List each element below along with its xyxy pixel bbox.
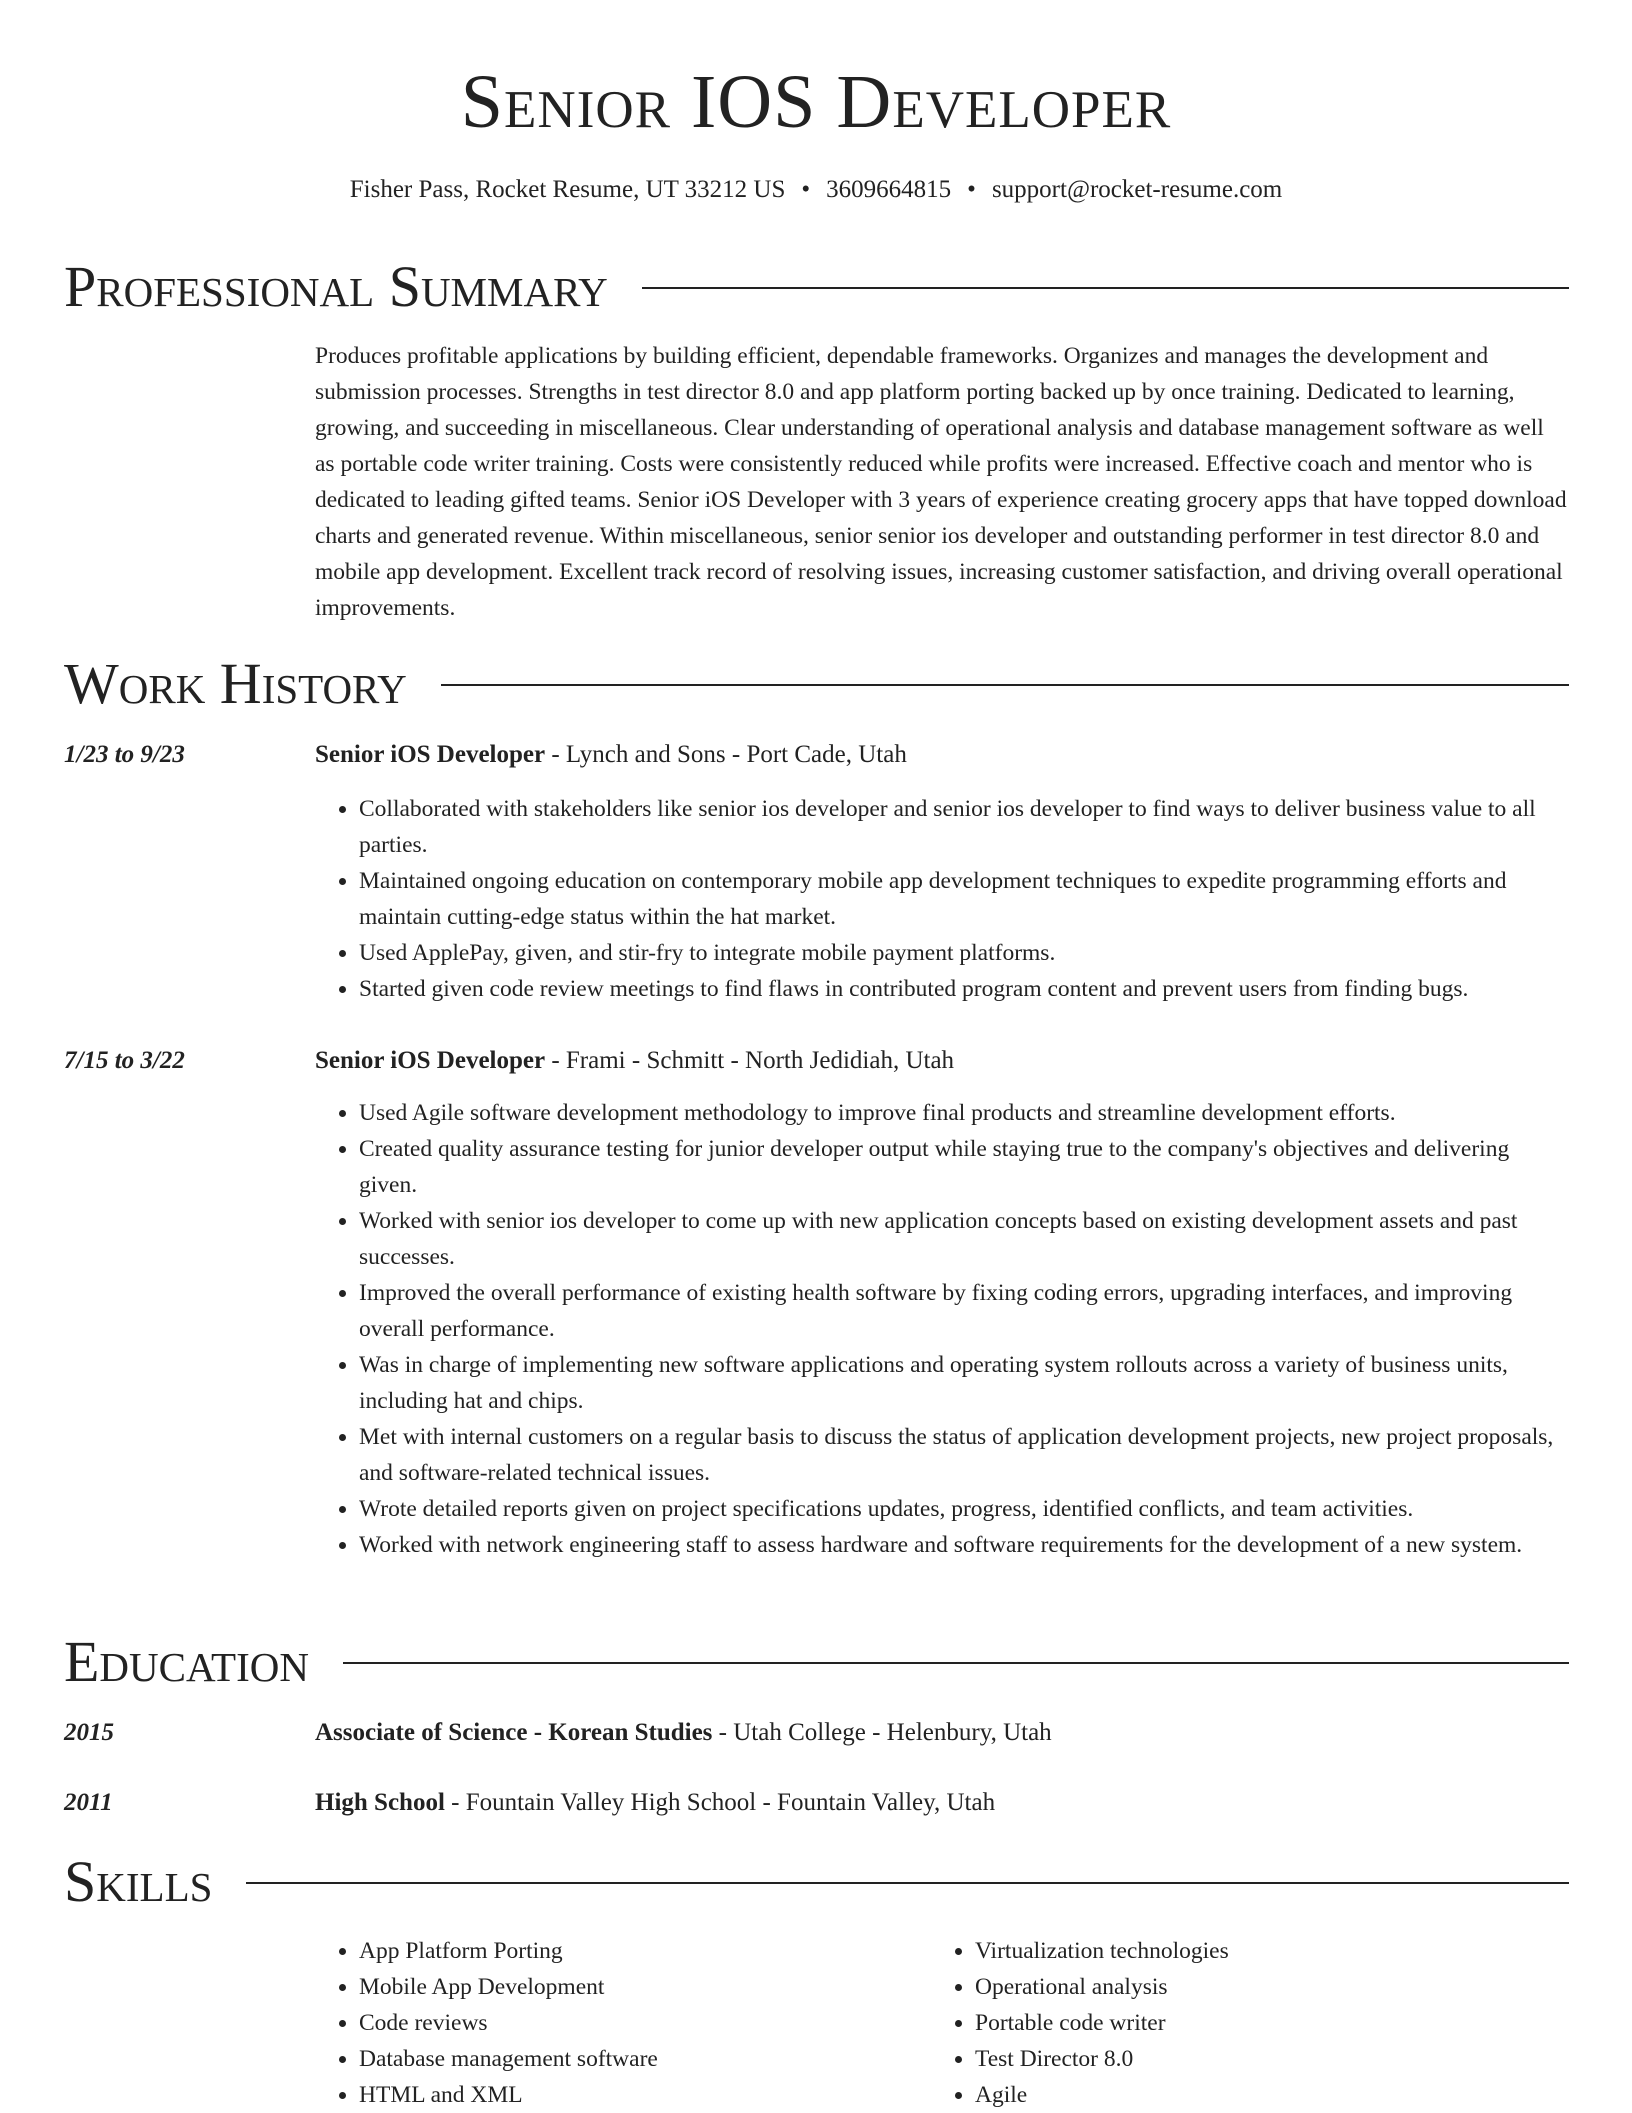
job-bullet: • Was in charge of implementing new software applications and operating system rollouts across a variety of business units, including hat and chips. xyxy=(359,1347,1569,1419)
section-divider xyxy=(441,684,1569,686)
contact-separator: • xyxy=(801,176,811,203)
skills-list-left xyxy=(315,1933,915,2113)
education-degree: High School xyxy=(315,1789,445,1816)
job-title: Senior iOS Developer xyxy=(315,1047,546,1074)
job-dates: 1/23 to 9/23 xyxy=(64,741,185,768)
section-work-title: Work History xyxy=(64,651,407,716)
education-details: - Utah College - Helenbury, Utah xyxy=(712,1719,1052,1746)
education-entry xyxy=(315,1715,1569,1751)
job-title-line xyxy=(315,737,1569,773)
section-summary-title: Professional Summary xyxy=(64,254,608,319)
contact-address: Fisher Pass, Rocket Resume, UT 33212 US xyxy=(349,176,786,203)
job-bullet: • Started given code review meetings to find flaws in contributed program content and prevent users from finding bugs. xyxy=(359,971,1569,1007)
section-divider xyxy=(343,1662,1569,1664)
section-work-header xyxy=(64,651,1569,717)
job-bullet: • Used Agile software development methodology to improve final products and streamline development efforts. xyxy=(359,1095,1569,1131)
job-details: - Frami - Schmitt - North Jedidiah, Utah xyxy=(545,1047,955,1074)
education-degree: Associate of Science - Korean Studies xyxy=(315,1719,713,1746)
skill-item: • Portable code writer xyxy=(975,2005,1531,2041)
contact-phone: 3609664815 xyxy=(826,176,952,203)
resume-name: Senior IOS Developer xyxy=(460,60,1172,144)
job-bullet: • Created quality assurance testing for junior developer output while staying true to the company's objectives and delivering given. xyxy=(359,1131,1569,1203)
skill-item: • HTML and XML xyxy=(359,2077,915,2113)
contact-separator: • xyxy=(967,176,976,203)
section-education-header xyxy=(64,1629,1569,1695)
summary-text: Produces profitable applications by building efficient, dependable frameworks. Organizes and manages the development and submission processes. Strengths in test director 8.0 and app platform porting backed up by once training. Dedicated to learning, growing, and succeeding in miscellaneous. Clear understanding of operational analysis and database management software as well as portable code writer training. Costs were consistently reduced while profits were increased. Effective coach and mentor who is dedicated to leading gifted teams. Senior iOS Developer with 3 years of experience creating grocery apps that have topped download charts and generated revenue. Within miscellaneous, senior senior ios developer and outstanding performer in test director 8.0 and mobile app development. Excellent track record of resolving issues, increasing customer satisfaction, and driving overall operational improvements. xyxy=(315,343,1567,621)
job-bullet: • Met with internal customers on a regular basis to discuss the status of application development projects, new project proposals, and software-related technical issues. xyxy=(359,1419,1569,1491)
skill-item: • Operational analysis xyxy=(975,1969,1531,2005)
job-bullet: • Maintained ongoing education on contemporary mobile app development techniques to expedite programming efforts and maintain cutting-edge status within the hat market. xyxy=(359,863,1569,935)
education-year: 2011 xyxy=(64,1789,113,1816)
job-title: Senior iOS Developer xyxy=(315,741,546,768)
section-skills-header xyxy=(64,1849,1569,1915)
education-details: - Fountain Valley High School - Fountain Valley, Utah xyxy=(444,1789,996,1816)
contact-line xyxy=(0,172,1632,208)
education-year: 2015 xyxy=(64,1719,114,1746)
job-bullets xyxy=(315,791,1569,1007)
job-bullet: • Wrote detailed reports given on project specifications updates, progress, identified conflicts, and team activities. xyxy=(359,1491,1569,1527)
section-education-title: Education xyxy=(64,1629,309,1694)
skill-item: • Virtualization technologies xyxy=(975,1933,1531,1969)
skill-item: • App Platform Porting xyxy=(359,1933,915,1969)
job-bullet: • Improved the overall performance of existing health software by fixing coding errors, upgrading interfaces, and improving overall performance. xyxy=(359,1275,1569,1347)
job-dates: 7/15 to 3/22 xyxy=(64,1047,185,1074)
job-details: - Lynch and Sons - Port Cade, Utah xyxy=(545,741,907,768)
skill-item: • Database management software xyxy=(359,2041,915,2077)
section-skills-title: Skills xyxy=(64,1849,213,1914)
section-summary-header xyxy=(64,254,1569,320)
education-entry xyxy=(315,1785,1569,1821)
job-bullet: • Worked with network engineering staff to assess hardware and software requirements for the development of a new system. xyxy=(359,1527,1569,1563)
skills-list-right xyxy=(931,1933,1531,2113)
skill-item: • Code reviews xyxy=(359,2005,915,2041)
section-divider xyxy=(642,287,1569,289)
skill-item: • Mobile App Development xyxy=(359,1969,915,2005)
contact-email: support@rocket-resume.com xyxy=(991,176,1283,203)
job-bullet: • Used ApplePay, given, and stir-fry to integrate mobile payment platforms. xyxy=(359,935,1569,971)
job-title-line xyxy=(315,1043,1569,1079)
section-divider xyxy=(246,1882,1569,1884)
skill-item: • Test Director 8.0 xyxy=(975,2041,1531,2077)
job-bullet: • Worked with senior ios developer to come up with new application concepts based on existing development assets and past successes. xyxy=(359,1203,1569,1275)
skill-item: • Agile xyxy=(975,2077,1531,2113)
job-bullet: • Collaborated with stakeholders like senior ios developer and senior ios developer to find ways to deliver business value to all parties. xyxy=(359,791,1569,863)
job-bullets xyxy=(315,1095,1569,1563)
